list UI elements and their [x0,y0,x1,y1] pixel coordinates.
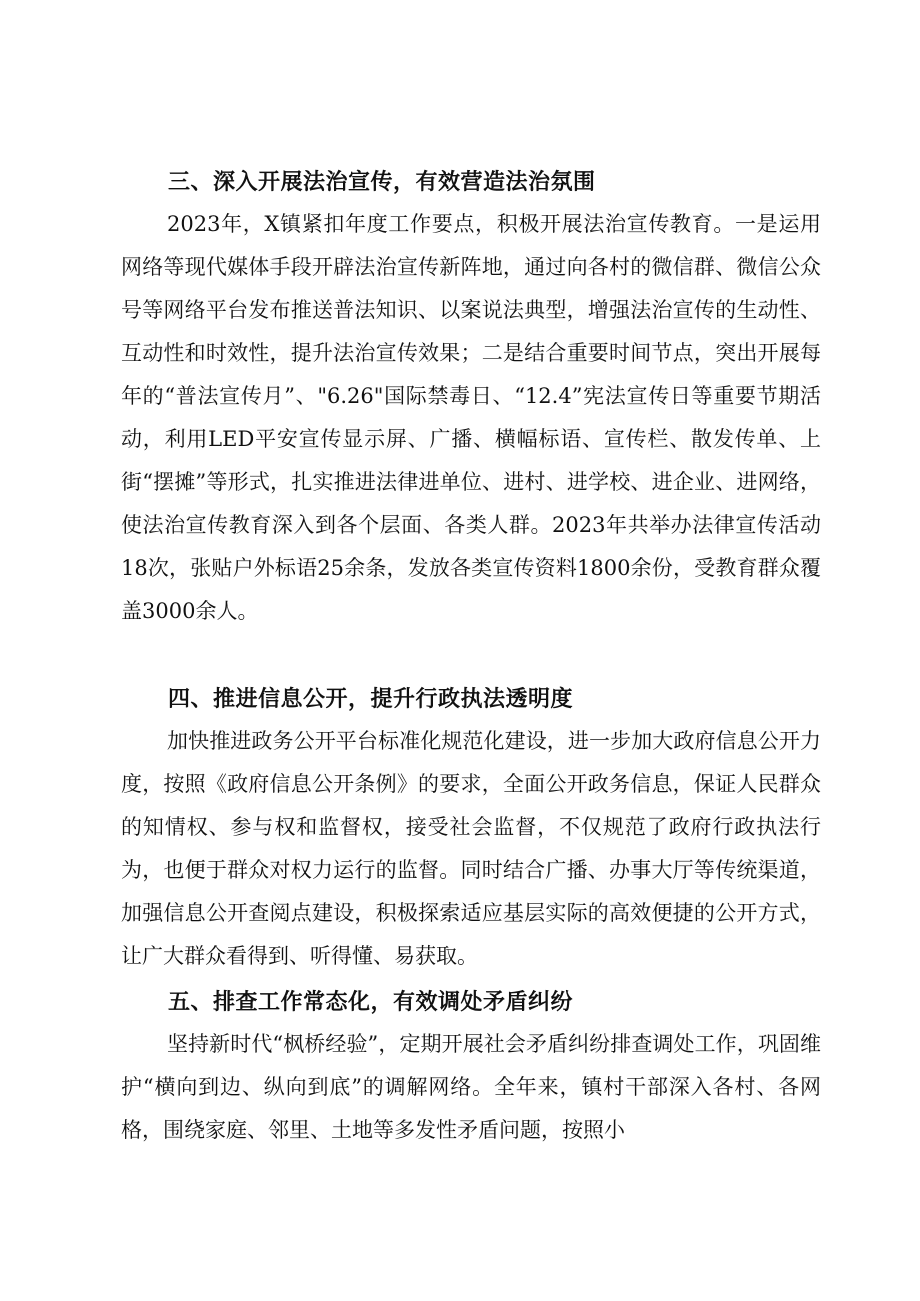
section-body-4: 加快推进政务公开平台标准化规范化建设，进一步加大政府信息公开力度，按照《政府信息公开条例》的要求，全面公开政务信息，保证人民群众的知情权、参与权和监督权，接受社会监督，不仅规范了政府行政执法行为，也便于群众对权力运行的监督。同时结合广播、办事大厅等传统渠道，加强信息公开查阅点建设，积极探索适应基层实际的高效便捷的公开方式，让广大群众看得到、听得懂、易获取。 [121,729,821,968]
section-heading-4: 四、推进信息公开，提升行政执法透明度 [168,687,574,712]
section-body-5: 坚持新时代“枫桥经验”，定期开展社会矛盾纠纷排查调处工作，巩固维护“横向到边、纵向到底”的调解网络。全年来，镇村干部深入各村、各网格，围绕家庭、邻里、土地等多发性矛盾问题，按照小 [121,1032,821,1142]
section-body-3: 2023年，X镇紧扣年度工作要点，积极开展法治宣传教育。一是运用网络等现代媒体手段开辟法治宣传新阵地，通过向各村的微信群、微信公众号等网络平台发布推送普法知识、以案说法典型，增强法治宣传的生动性、互动性和时效性，提升法治宣传效果；二是结合重要时间节点，突出开展每年的“普法宣传月”、"6.26"国际禁毒日、“12.4”宪法宣传日等重要节期活动，利用LED平安宣传显示屏、广播、横幅标语、宣传栏、散发传单、上街“摆摊”等形式，扎实推进法律进单位、进村、进学校、进企业、进网络，使法治宣传教育深入到各个层面、各类人群。2023年共举办法律宣传活动18次，张贴户外标语25余条，发放各类宣传资料1800余份，受教育群众覆盖3000余人。 [121,212,821,623]
section-heading-5: 五、排查工作常态化，有效调处矛盾纠纷 [168,990,574,1015]
section-heading-3: 三、深入开展法治宣传，有效营造法治氛围 [168,170,596,195]
